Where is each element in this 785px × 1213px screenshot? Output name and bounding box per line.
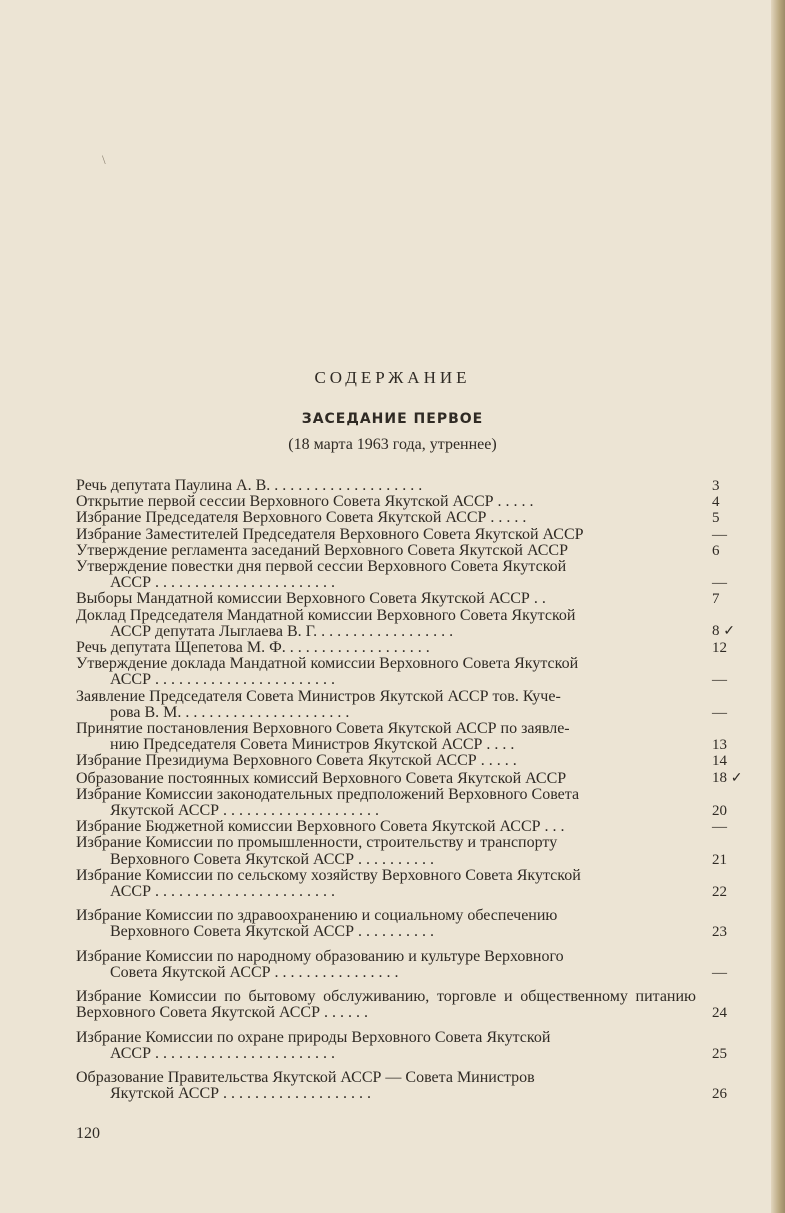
toc-entry — [76, 908, 773, 940]
toc-entry — [76, 787, 773, 819]
toc-entry — [76, 608, 773, 640]
toc-entry-line: Принятие постановления Верховного Совета Якутской АССР по заявле- — [76, 720, 570, 738]
checkmark-icon: ✓ — [723, 623, 735, 639]
toc-entry-line: Якутской АССР . . . . . . . . . . . . . . . . . . . — [110, 1085, 372, 1103]
toc-entry — [76, 656, 773, 688]
toc-entry-line: Речь депутата Паулина А. В. . . . . . . . . . . . . . . . . . . . — [76, 477, 423, 494]
toc-entry-line: Избрание Комиссии законодательных предположений Верховного Совета — [76, 785, 580, 803]
page-title: СОДЕРЖАНИЕ — [314, 368, 471, 387]
toc-page-number — [696, 527, 752, 543]
toc-entry-text — [76, 1070, 696, 1102]
toc-entry-line: АССР . . . . . . . . . . . . . . . . . . . . . . . — [110, 671, 335, 689]
toc-page-number — [696, 478, 752, 494]
toc-page-value: 22 — [712, 884, 727, 901]
toc-entry-text — [76, 989, 696, 1021]
toc-page-number — [696, 494, 752, 510]
toc-entry-line: рова В. М. . . . . . . . . . . . . . . . . . . . . . — [110, 703, 350, 721]
toc-entry-line: Избрание Председателя Верховного Совета Якутской АССР . . . . . — [76, 509, 527, 527]
toc-entry-line: Речь депутата Щепетова М. Ф. . . . . . . . . . . . . . . . . . . — [76, 639, 430, 657]
toc-entry-line: Избрание Комиссии по народному образованию и культуре Верховного — [76, 947, 564, 965]
toc-entry-line: Избрание Комиссии по бытовому обслуживанию, торговле и общественному питанию Верховного Совета Якутской АССР . . . . . . — [76, 988, 696, 1022]
toc-entry-text — [76, 771, 696, 787]
toc-page-value: 12 — [712, 640, 727, 657]
toc-page-number — [696, 819, 752, 835]
toc-entry-line: Верховного Совета Якутской АССР . . . . . . . . . . — [110, 923, 434, 941]
toc-entry-line: Образование постоянных комиссий Верховного Совета Якутской АССР — [76, 769, 567, 787]
toc-page-number — [696, 543, 752, 559]
toc-page-value: 3 — [712, 478, 720, 494]
toc-page-number — [696, 737, 752, 753]
toc-entry — [76, 559, 773, 591]
toc-page-number — [696, 1086, 752, 1102]
toc-page-value: 4 — [712, 494, 720, 511]
toc-entry — [76, 591, 773, 607]
toc-entry — [76, 494, 773, 510]
toc-entry-text — [76, 721, 696, 753]
toc-page-number — [696, 884, 752, 900]
toc-page-value: 25 — [712, 1045, 727, 1062]
checkmark-icon: ✓ — [730, 770, 743, 786]
toc-entry-line: Открытие первой сессии Верховного Совета Якутской АССР . . . . . — [76, 493, 534, 511]
toc-entry-line: АССР . . . . . . . . . . . . . . . . . . . . . . . — [110, 883, 335, 901]
toc-entry-line: Избрание Комиссии по здравоохранению и социальному обеспечению — [76, 907, 558, 925]
toc-entry-line: Совета Якутской АССР . . . . . . . . . . . . . . . . — [110, 963, 399, 981]
toc-page-value: 6 — [712, 542, 720, 559]
toc-page-value: — — [712, 672, 727, 689]
toc-entry-text — [76, 1030, 696, 1062]
toc-page-number — [696, 852, 752, 868]
toc-entry-line: Якутской АССР . . . . . . . . . . . . . . . . . . . . — [110, 802, 380, 820]
toc-entry-text — [76, 559, 696, 591]
toc-page-number — [696, 770, 752, 787]
toc-entry-text — [76, 949, 696, 981]
toc-entry — [76, 835, 773, 867]
toc-entry — [76, 640, 773, 656]
page-edge — [771, 0, 785, 1213]
toc-entry-text — [76, 787, 696, 819]
toc-entry-line: Выборы Мандатной комиссии Верховного Совета Якутской АССР . . — [76, 590, 546, 608]
toc-entry-text — [76, 753, 696, 769]
toc-entry-text — [76, 819, 696, 835]
toc-page-value: 21 — [712, 851, 727, 868]
toc-entry — [76, 527, 773, 543]
table-of-contents — [76, 478, 773, 1102]
toc-entry-line: Избрание Комиссии по промышленности, строительству и транспорту — [76, 834, 558, 852]
toc-page-value: 7 — [712, 591, 720, 608]
toc-entry-line: Избрание Президиума Верховного Совета Якутской АССР . . . . . — [76, 752, 517, 770]
toc-page-number — [696, 623, 752, 640]
toc-entry-text — [76, 591, 696, 607]
toc-entry-text — [76, 527, 696, 543]
toc-page-number — [696, 803, 752, 819]
toc-entry — [76, 689, 773, 721]
toc-entry-text — [76, 656, 696, 688]
toc-page-number — [696, 510, 752, 526]
toc-page-value: 13 — [712, 737, 727, 754]
toc-page-value: — — [712, 704, 727, 721]
toc-page-value: 20 — [712, 803, 727, 820]
toc-page-number — [696, 672, 752, 688]
toc-entry-line: АССР . . . . . . . . . . . . . . . . . . . . . . . — [110, 1044, 335, 1062]
toc-page-number — [696, 924, 752, 940]
toc-page-number — [696, 575, 752, 591]
session-date: (18 марта 1963 года, утреннее) — [288, 436, 497, 453]
toc-page-number — [696, 1046, 752, 1062]
toc-entry-text — [76, 494, 696, 510]
toc-entry-line: АССР депутата Лыглаева В. Г. . . . . . . . . . . . . . . . . . — [110, 622, 454, 640]
toc-entry-text — [76, 510, 696, 526]
toc-entry — [76, 510, 773, 526]
toc-entry — [76, 868, 773, 900]
toc-page-value: 5 — [712, 510, 720, 527]
toc-page-value: 14 — [712, 753, 727, 770]
toc-entry — [76, 770, 773, 787]
toc-entry-line: Утверждение регламента заседаний Верховного Совета Якутской АССР — [76, 541, 568, 559]
toc-entry — [76, 989, 773, 1021]
toc-entry-line: Утверждение повестки дня первой сессии Верховного Совета Якутской — [76, 558, 567, 576]
toc-page-number — [696, 753, 752, 769]
margin-mark: \ — [102, 152, 106, 167]
toc-entry-text — [76, 835, 696, 867]
toc-entry-text — [76, 868, 696, 900]
toc-page-number — [696, 640, 752, 656]
toc-entry-line: Образование Правительства Якутской АССР — Совета Министров — [76, 1068, 535, 1086]
toc-page-value: — — [712, 575, 727, 592]
toc-page-value: — — [712, 526, 727, 543]
toc-entry — [76, 478, 773, 494]
toc-entry — [76, 753, 773, 769]
toc-page-number — [696, 965, 752, 981]
toc-page-value: 23 — [712, 924, 727, 941]
toc-entry — [76, 543, 773, 559]
toc-entry-text — [76, 543, 696, 559]
toc-page-value: 18 — [712, 769, 727, 786]
toc-entry-line: Избрание Комиссии по охране природы Верховного Совета Якутской — [76, 1028, 551, 1046]
toc-page-number — [696, 705, 752, 721]
toc-entry — [76, 1030, 773, 1062]
toc-entry-text — [76, 478, 696, 494]
toc-entry — [76, 721, 773, 753]
toc-entry-line: Верховного Совета Якутской АССР . . . . . . . . . . — [110, 850, 434, 868]
toc-entry-line: Избрание Комиссии по сельскому хозяйству Верховного Совета Якутской — [76, 866, 581, 884]
toc-entry-text — [76, 640, 696, 656]
toc-page-value: 26 — [712, 1086, 727, 1103]
toc-page-value: — — [712, 819, 727, 836]
toc-entry-text — [76, 608, 696, 640]
toc-entry-text — [76, 689, 696, 721]
toc-page-number — [696, 1005, 752, 1021]
toc-entry-line: Утверждение доклада Мандатной комиссии Верховного Совета Якутской — [76, 655, 579, 673]
toc-entry-line: Избрание Заместителей Председателя Верховного Совета Якутской АССР — [76, 525, 584, 543]
toc-entry — [76, 819, 773, 835]
toc-entry-line: Доклад Председателя Мандатной комиссии Верховного Совета Якутской — [76, 606, 576, 624]
toc-entry — [76, 949, 773, 981]
toc-entry-line: Избрание Бюджетной комиссии Верховного Совета Якутской АССР . . . — [76, 818, 565, 836]
session-title: ЗАСЕДАНИЕ ПЕРВОЕ — [301, 411, 484, 427]
toc-page-value: 24 — [712, 1005, 727, 1022]
toc-entry-line: АССР . . . . . . . . . . . . . . . . . . . . . . . — [110, 574, 335, 592]
page-number: 120 — [76, 1125, 100, 1142]
toc-page-value: 8 — [712, 622, 720, 639]
toc-page-value: — — [712, 964, 727, 981]
toc-entry-line: нию Председателя Совета Министров Якутской АССР . . . . — [110, 736, 515, 754]
toc-page-number — [696, 591, 752, 607]
toc-entry-line: Заявление Председателя Совета Министров Якутской АССР тов. Куче- — [76, 687, 561, 705]
toc-entry — [76, 1070, 773, 1102]
toc-entry-text — [76, 908, 696, 940]
